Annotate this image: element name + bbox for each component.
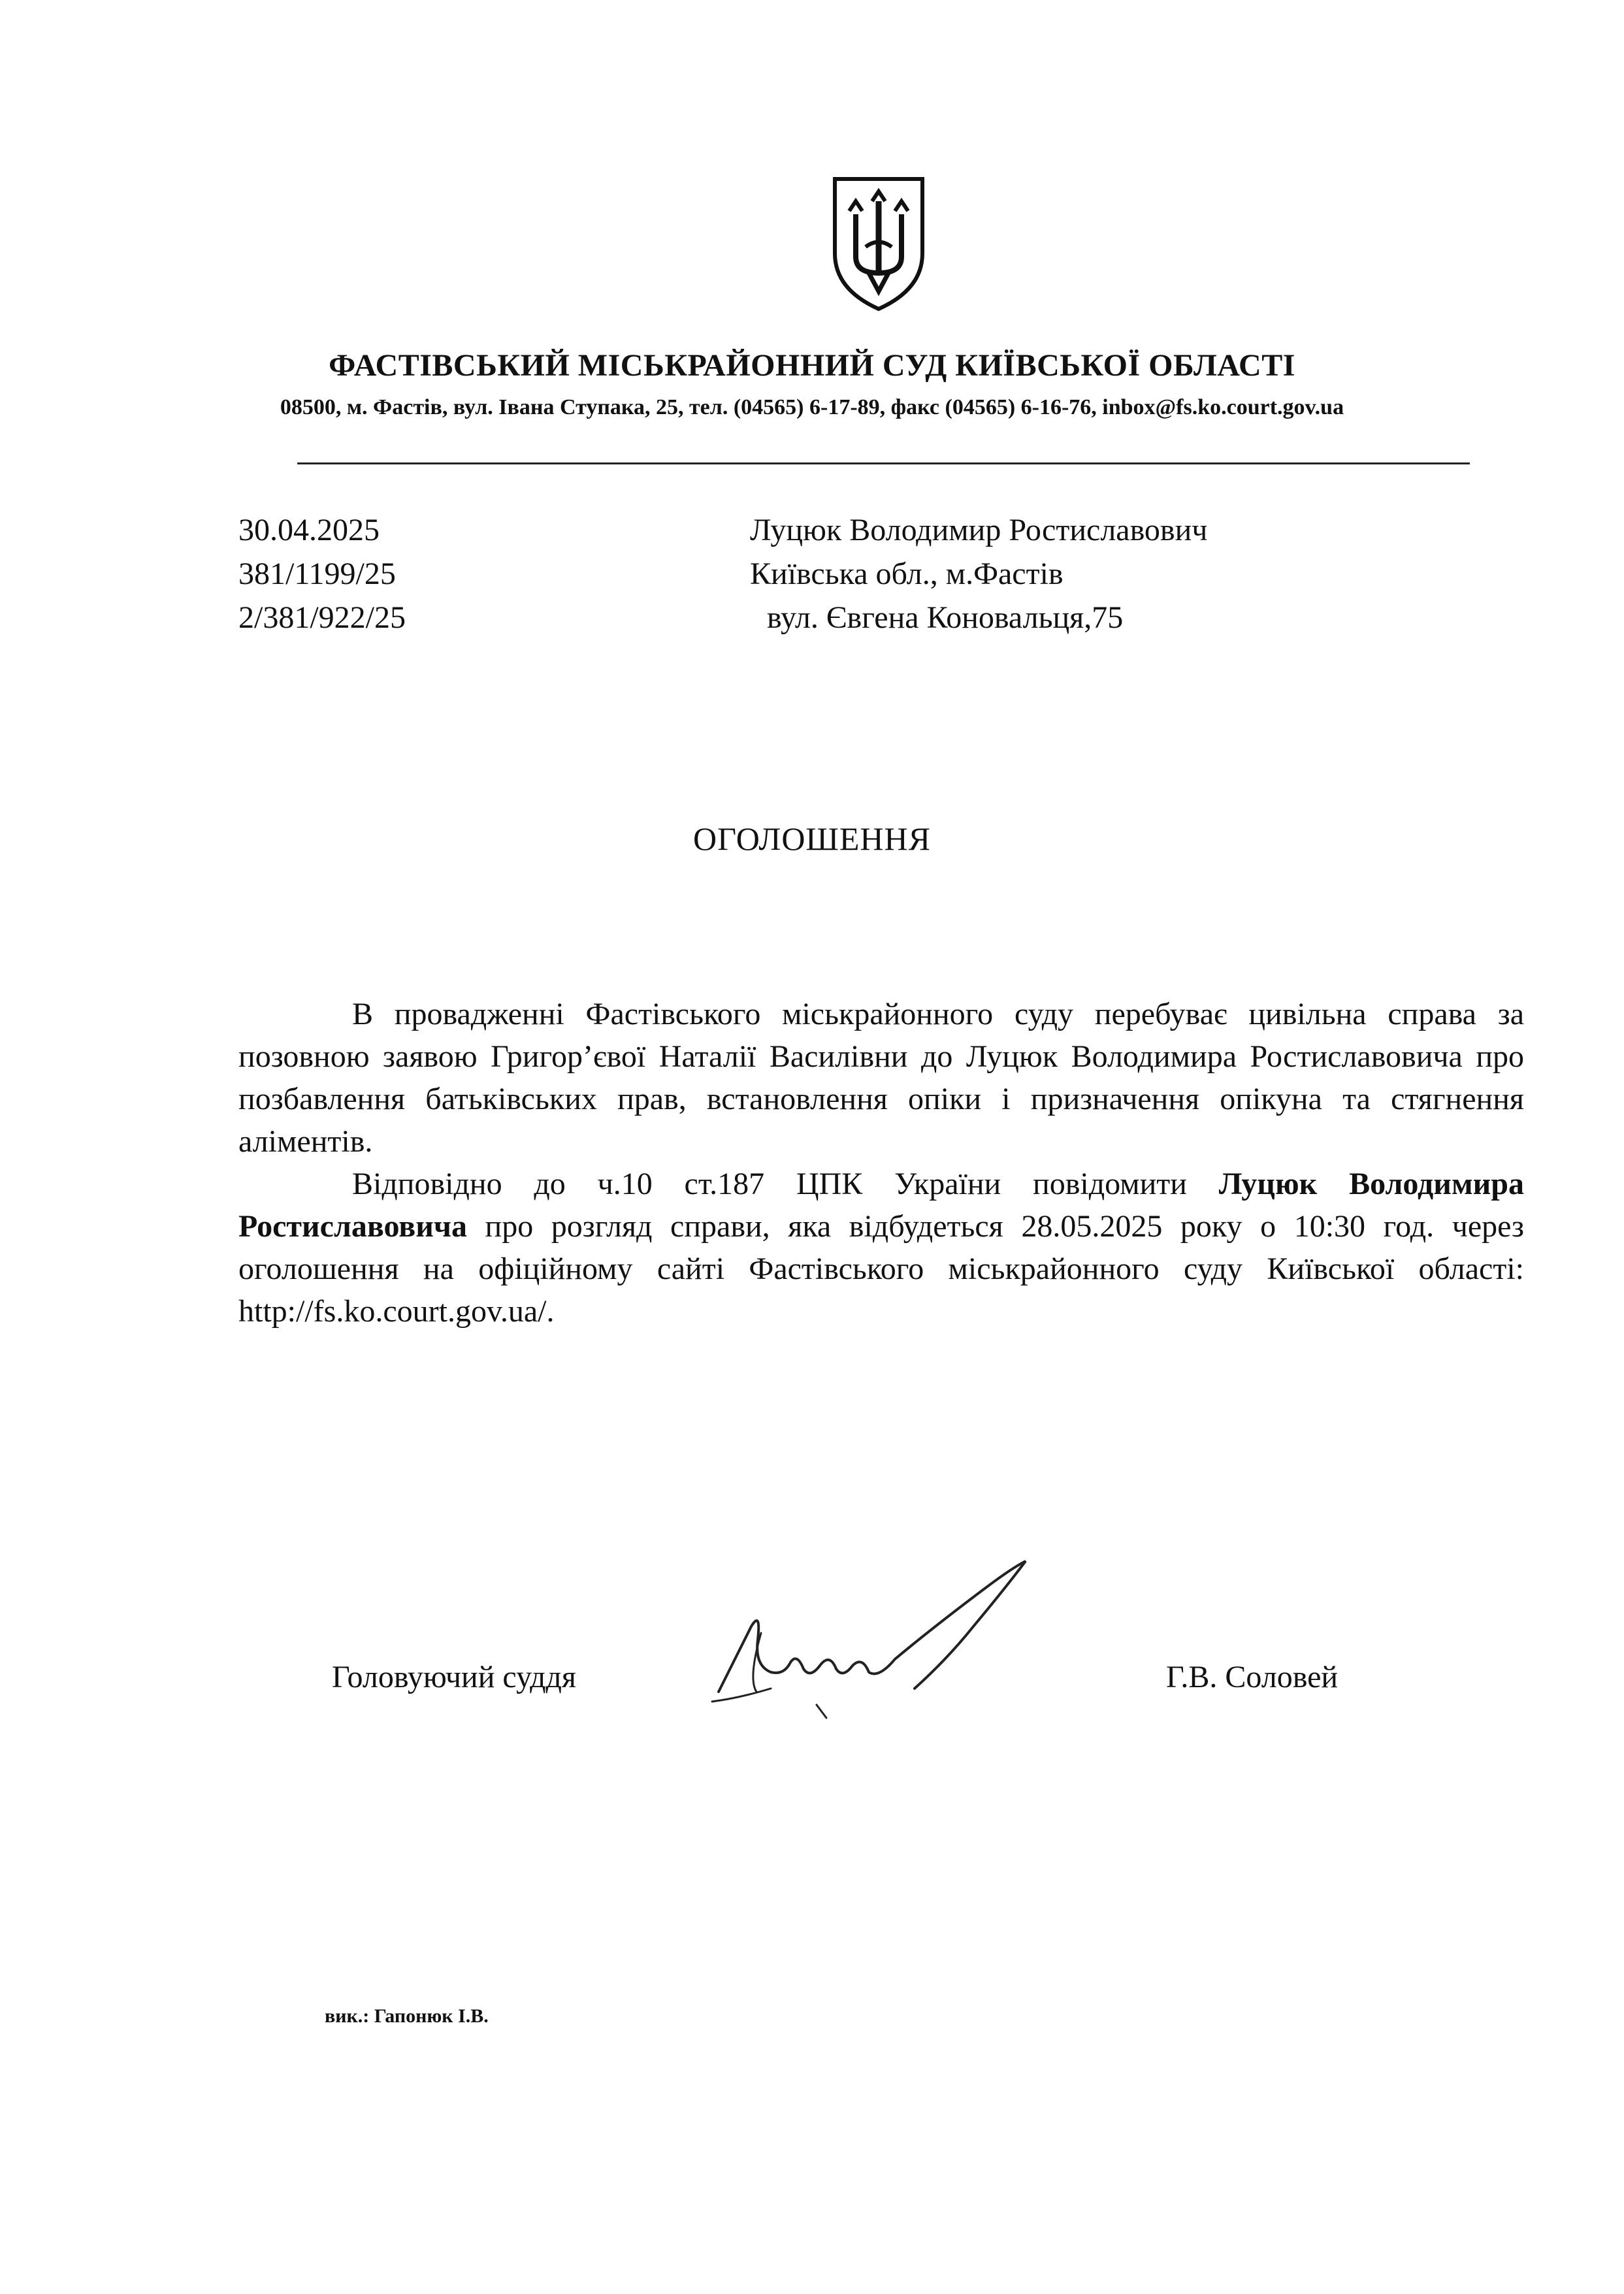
recipient-name: Луцюк Володимир Ростиславович bbox=[750, 513, 1208, 547]
recipient-block bbox=[750, 508, 1207, 639]
trident-emblem-icon bbox=[830, 175, 928, 312]
court-name: ФАСТІВСЬКИЙ МІСЬКРАЙОННИЙ СУД КИЇВСЬКОЇ ОБЛАСТІ bbox=[329, 348, 1295, 383]
case-meta bbox=[238, 508, 406, 639]
document-body bbox=[238, 993, 1524, 1333]
signature-role: Головуючий суддя bbox=[332, 1660, 576, 1694]
paragraph-2-rest: про розгляд справи, яка відбудеться 28.05.2025 року о 10:30 год. через оголошення на офіційному сайті Фастівського міськрайонного суду Київської області: http://fs.ko.court.gov.ua/. bbox=[238, 1209, 1524, 1329]
recipient-street: вул. Євгена Коновальця,75 bbox=[767, 600, 1124, 635]
executor-note: вик.: Гапонюк І.В. bbox=[325, 2005, 489, 2027]
body-paragraph-2 bbox=[238, 1163, 1524, 1333]
judge-name: Г.В. Соловей bbox=[1166, 1660, 1339, 1694]
body-paragraph-1: В провадженні Фастівського міськрайонного суду перебуває цивільна справа за позовною заявою Григор’євої Наталії Василівни до Луцюк Володимира Ростиславовича про позбавлення батьківських прав, встановлення опіки і призначення опікуна та стягнення аліментів. bbox=[238, 997, 1524, 1159]
handwritten-signature bbox=[699, 1548, 1065, 1744]
court-contacts: 08500, м. Фастів, вул. Івана Ступака, 25, тел. (04565) 6-17-89, факс (04565) 6-16-76, inbox@fs.ko.court.gov.ua bbox=[280, 395, 1344, 419]
proceeding-number: 2/381/922/25 bbox=[238, 600, 406, 635]
paragraph-2-intro: Відповідно до ч.10 ст.187 ЦПК України повідомити bbox=[352, 1167, 1219, 1201]
document-title: ОГОЛОШЕННЯ bbox=[693, 820, 931, 857]
document-date: 30.04.2025 bbox=[238, 513, 380, 547]
header-divider bbox=[297, 462, 1470, 464]
recipient-region: Київська обл., м.Фастів bbox=[750, 557, 1064, 591]
case-number: 381/1199/25 bbox=[238, 557, 396, 591]
defendant-name: Луцюк Володимира Ростиславовича bbox=[238, 1167, 1525, 1244]
